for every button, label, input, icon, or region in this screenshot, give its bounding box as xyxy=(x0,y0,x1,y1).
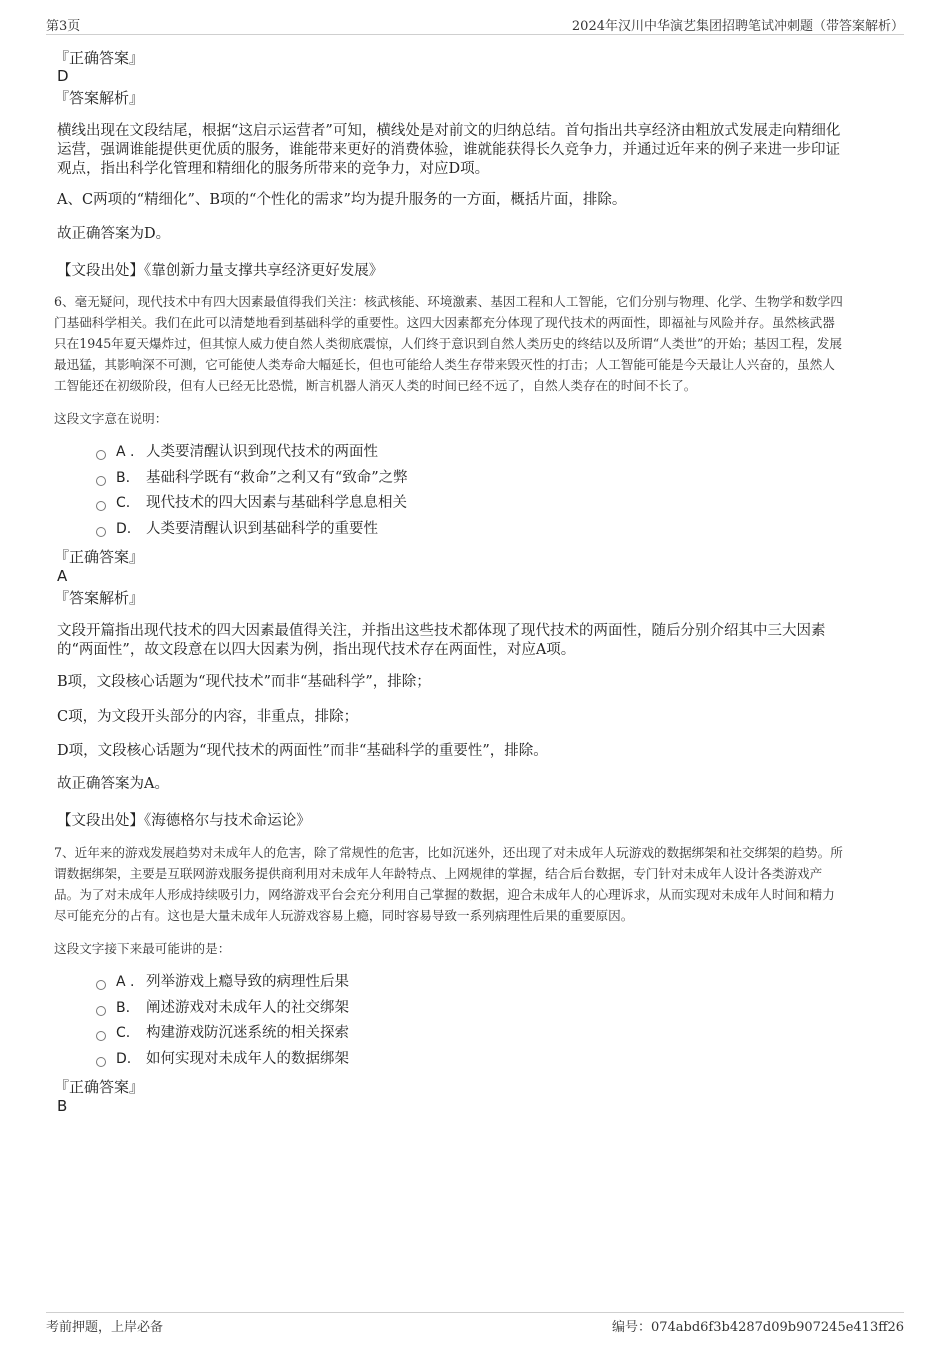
analysis-text xyxy=(54,122,903,179)
question-line: 7、近年来的游戏发展趋势对未成年人的危害，除了常规性的危害，比如沉迷外，还出现了对未成年人玩游戏的数据绑架和社交绑架的趋势。所 xyxy=(54,845,843,860)
option-letter: A . xyxy=(116,974,135,990)
option-a[interactable] xyxy=(96,442,378,462)
radio-button[interactable] xyxy=(96,1031,106,1041)
question-7-text xyxy=(54,842,900,926)
option-d[interactable] xyxy=(96,1049,349,1069)
correct-answer-label: 『正确答案』 xyxy=(54,49,145,67)
question-line: 6、毫无疑问，现代技术中有四大因素最值得我们关注：核武核能、环境激素、基因工程和人工智能，它们分别与物理、化学、生物学和数学四 xyxy=(54,294,843,309)
option-text: 如何实现对未成年人的数据绑架 xyxy=(146,1051,349,1067)
correct-answer-value: D xyxy=(57,67,69,85)
analysis-line: 文段开篇指出现代技术的四大因素最值得关注，并指出这些技术都体现了现代技术的两面性，随后分别介绍其中三大因素 xyxy=(57,623,826,639)
analysis-line: 横线出现在文段结尾，根据“这启示运营者”可知，横线处是对前文的归纳总结。首句指出共享经济由粗放式发展走向精细化 xyxy=(57,123,841,139)
page-header xyxy=(46,12,904,35)
option-text: 人类要清醒认识到现代技术的两面性 xyxy=(146,444,378,460)
analysis-label: 『答案解析』 xyxy=(54,89,145,107)
exclusion-text: B项，文段核心话题为“现代技术”而非“基础科学”，排除； xyxy=(57,674,431,690)
conclusion-text: 故正确答案为A。 xyxy=(57,776,169,792)
question-line: 工智能还在初级阶段，但有人已经无比恐慌，断言机器人消灭人类的时间已经不远了，自然人类存在的时间不长了。 xyxy=(54,378,697,393)
radio-button[interactable] xyxy=(96,1006,106,1016)
analysis-text xyxy=(54,622,903,660)
option-letter: D. xyxy=(116,1051,132,1067)
option-b[interactable] xyxy=(96,468,408,488)
question-line: 最迅猛，其影响深不可测，它可能使人类寿命大幅延长，但也可能给人类生存带来毁灭性的打击；人工智能可能是今天最让人兴奋的，虽然人 xyxy=(54,357,835,372)
radio-button[interactable] xyxy=(96,980,106,990)
option-b[interactable] xyxy=(96,998,349,1018)
exclusion-text: C项，为文段开头部分的内容，非重点，排除； xyxy=(57,709,359,725)
radio-button[interactable] xyxy=(96,501,106,511)
correct-answer-label: 『正确答案』 xyxy=(54,548,145,566)
option-text: 构建游戏防沉迷系统的相关探索 xyxy=(146,1025,349,1041)
option-letter: A . xyxy=(116,444,135,460)
page-number: 第3页 xyxy=(46,19,81,34)
question-line: 品。为了对未成年人形成持续吸引力，网络游戏平台会充分利用自己掌握的数据，迎合未成年人的心理诉求，从而实现对未成年人时间和精力 xyxy=(54,887,835,902)
option-text: 基础科学既有“救命”之利又有“致命”之弊 xyxy=(146,470,408,486)
radio-button[interactable] xyxy=(96,527,106,537)
correct-answer-value: A xyxy=(57,567,68,585)
option-text: 列举游戏上瘾导致的病理性后果 xyxy=(146,974,349,990)
radio-button[interactable] xyxy=(96,1057,106,1067)
option-c[interactable] xyxy=(96,1023,349,1043)
option-letter: D. xyxy=(116,521,132,537)
radio-button[interactable] xyxy=(96,476,106,486)
option-letter: C. xyxy=(116,1025,131,1041)
question-line: 只在1945年夏天爆炸过，但其惊人威力使自然人类彻底震惊，人们终于意识到自然人类历史的终结以及所谓“人类世”的开始；基因工程，发展 xyxy=(54,336,842,351)
question-6-text xyxy=(54,291,900,396)
analysis-label: 『答案解析』 xyxy=(54,589,145,607)
footer-slogan: 考前押题，上岸必备 xyxy=(46,1320,164,1335)
conclusion-text: 故正确答案为D。 xyxy=(57,226,171,242)
exclusion-text: A、C两项的“精细化”、B项的“个性化的需求”均为提升服务的一方面，概括片面，排除。 xyxy=(57,192,627,208)
option-letter: B. xyxy=(116,470,131,486)
question-line: 尽可能充分的占有。这也是大量未成年人玩游戏容易上瘾，同时容易导致一系列病理性后果的重要原因。 xyxy=(54,908,634,923)
option-d[interactable] xyxy=(96,519,378,539)
option-text: 人类要清醒认识到基础科学的重要性 xyxy=(146,521,378,537)
question-line: 谓数据绑架，主要是互联网游戏服务提供商利用对未成年人年龄特点、上网规律的掌握，结合后台数据，专门针对未成年人设计各类游戏产 xyxy=(54,866,823,881)
option-a[interactable] xyxy=(96,972,349,992)
option-text: 现代技术的四大因素与基础科学息息相关 xyxy=(146,495,407,511)
document-title: 2024年汉川中华演艺集团招聘笔试冲刺题（带答案解析） xyxy=(571,19,904,34)
option-text: 阐述游戏对未成年人的社交绑架 xyxy=(146,1000,349,1016)
question-7-prompt: 这段文字接下来最可能讲的是： xyxy=(54,941,231,956)
page-footer xyxy=(46,1312,904,1337)
document-serial: 编号：074abd6f3b4287d09b907245e413ff26 xyxy=(611,1320,904,1335)
radio-button[interactable] xyxy=(96,450,106,460)
exclusion-text: D项，文段核心话题为“现代技术的两面性”而非“基础科学的重要性”，排除。 xyxy=(57,743,548,759)
option-letter: C. xyxy=(116,495,131,511)
source-citation: 【文段出处】《靠创新力量支撑共享经济更好发展》 xyxy=(57,263,384,279)
question-6-prompt: 这段文字意在说明： xyxy=(54,411,168,426)
analysis-line: 观点，指出科学化管理和精细化的服务所带来的竞争力，对应D项。 xyxy=(57,161,490,177)
question-line: 门基础科学相关。我们在此可以清楚地看到基础科学的重要性。这四大因素都充分体现了现代技术的两面性，即福祉与风险并存。虽然核武器 xyxy=(54,315,835,330)
analysis-line: 的“两面性”，故文段意在以四大因素为例，指出现代技术存在两面性，对应A项。 xyxy=(57,642,576,658)
option-c[interactable] xyxy=(96,493,407,513)
analysis-line: 运营，强调谁能提供更优质的服务，谁能带来更好的消费体验，谁就能获得长久竞争力，并通过近年来的例子来进一步印证 xyxy=(57,142,840,158)
correct-answer-label: 『正确答案』 xyxy=(54,1078,145,1096)
source-citation: 【文段出处】《海德格尔与技术命运论》 xyxy=(57,813,311,829)
correct-answer-value: B xyxy=(57,1097,68,1115)
option-letter: B. xyxy=(116,1000,131,1016)
